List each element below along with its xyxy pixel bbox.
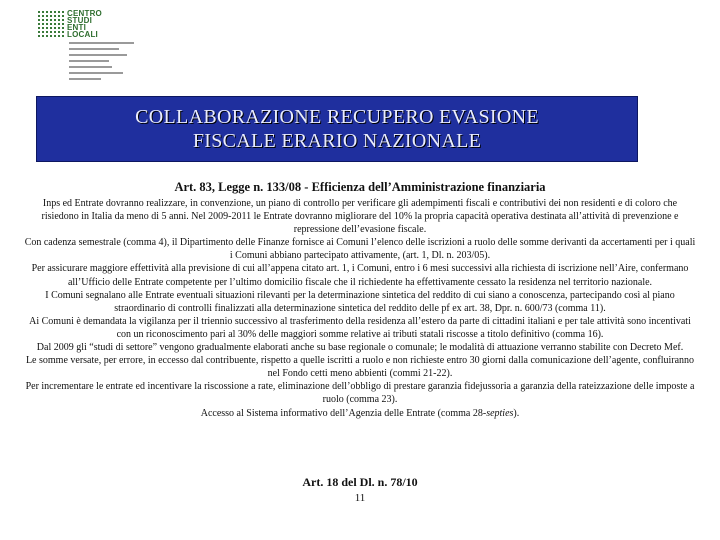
logo-line: STUDI — [67, 16, 92, 25]
logo-mark-icon — [37, 10, 65, 38]
logo-name — [67, 10, 102, 38]
logo-line: LOCALI — [67, 30, 98, 39]
banner-title-line-1: COLLABORAZIONE RECUPERO EVASIONE — [135, 106, 539, 128]
paragraph-close: ). — [513, 407, 520, 419]
logo-line: CENTRO — [67, 9, 102, 18]
logo-line: ENTI — [67, 23, 87, 32]
paragraph: I Comuni segnalano alle Entrate eventuali situazioni rilevanti per la determinazione sintetica del reddito di cui siano a conoscenza, partecipando così al piano straordinario di controlli finalizzati alla determinazione sintetica del reddito delle pf ex art. 38, Dpr. n. 600/73 (comma 11). — [45, 289, 675, 314]
page-number: 11 — [354, 492, 366, 504]
paragraph — [24, 407, 696, 420]
section-heading: Art. 83, Legge n. 133/08 - Efficienza dell’Amministrazione finanziaria — [174, 180, 546, 194]
banner-title-line-2: FISCALE ERARIO NAZIONALE — [192, 130, 482, 152]
paragraph: Dal 2009 gli “studi di settore” vengono gradualmente elaborati anche su base regionale o comunale; le modalità di attuazione verranno stabilite con Decreto Mef. — [36, 342, 684, 354]
italic-suffix: septies — [486, 407, 514, 419]
paragraph: Con cadenza semestrale (comma 4), il Dipartimento delle Finanze fornisce ai Comuni l’elenco delle iscrizioni a ruolo delle somme derivanti da accertamenti per i quali i Comuni abbiano partecipato attivamente, (art. 1, Dl. n. 203/05). — [24, 237, 696, 262]
paragraph: Per assicurare maggiore effettività alla previsione di cui all’appena citato art. 1, i Comuni, entro i 6 mesi successivi alla richiesta di iscrizione nell’Aire, confermano all’Ufficio delle Entrate competente per l’ultimo domicilio fiscale che il richiedente ha effettivamente cessato la residenza nel territorio nazionale. — [31, 263, 689, 288]
logo-fine-print — [69, 42, 141, 84]
paragraph-text: Accesso al Sistema informativo dell’Agenzia delle Entrate (comma 28- — [200, 407, 487, 419]
paragraph: Le somme versate, per errore, in eccesso dal contribuente, rispetto a quelle iscritti a ruolo e non richieste entro 30 giorni dalla comunicazione dell’agente, confluiranno nel Fondo cetti meno abbienti (commi 21-22). — [25, 355, 695, 380]
body-text — [24, 197, 696, 420]
title-banner — [36, 96, 638, 162]
paragraph: Ai Comuni è demandata la vigilanza per il triennio successivo al trasferimento della residenza all’estero da parte di cittadini italiani e per tale attività sono incentivati con un riconoscimento pari al 30% delle maggiori somme relative ai tributi statali riscosse a titolo definitivo (comma 16). — [29, 315, 691, 340]
logo — [35, 8, 145, 94]
paragraph: Per incrementare le entrate ed incentivare la riscossione a rate, eliminazione dell’obbligo di prestare garanzia fidejussoria a garanzia della rateizzazione delle imposte a ruolo (comma 23). — [25, 381, 695, 406]
paragraph: Inps ed Entrate dovranno realizzare, in convenzione, un piano di controllo per verificare gli adempimenti fiscali e contributivi dei non residenti e di coloro che risiedono in Italia da meno di 5 anni. Nel 2009-2011 le Entrate dovranno migliorare del 10% la propria capacità operativa destinata all’attività di prevenzione e repressione dell’evasione fiscale. — [41, 198, 679, 236]
section-subheading: Art. 18 del Dl. n. 78/10 — [302, 475, 418, 489]
